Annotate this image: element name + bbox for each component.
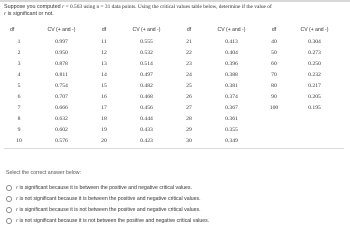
header-cv: CV (+ and -) <box>47 27 76 33</box>
df-cell <box>259 136 289 147</box>
cv-cell: 0.367 <box>225 105 238 112</box>
df-cell: 100 <box>269 105 279 112</box>
cv-cell: 0.555 <box>140 38 153 45</box>
cv-cell: 0.576 <box>55 138 68 145</box>
question-text <box>4 4 342 19</box>
df-cell: 12 <box>101 49 107 56</box>
df-cell: 28 <box>186 116 192 123</box>
df-cell <box>259 125 289 136</box>
radio-button[interactable] <box>6 218 12 224</box>
option-label <box>16 218 209 224</box>
df-cell: 8 <box>17 116 21 123</box>
header-df: df <box>186 27 192 33</box>
cv-cell: 0.444 <box>140 116 153 123</box>
table-row <box>4 125 340 136</box>
r-variable: r <box>16 206 19 213</box>
cv-cell: 0.754 <box>55 82 68 89</box>
answer-options <box>6 182 344 226</box>
header-df: df <box>10 27 15 33</box>
cv-cell: 0.388 <box>225 71 238 78</box>
header-df: df <box>101 27 107 33</box>
option-text: is significant because it is not between the positive and negative critical values. <box>18 206 201 213</box>
df-cell: 11 <box>101 38 107 45</box>
table-row <box>4 114 340 125</box>
table-row <box>4 69 340 80</box>
table-row <box>4 58 340 69</box>
cv-cell: 0.423 <box>140 138 153 145</box>
df-cell: 14 <box>101 71 107 78</box>
cv-cell: 0.456 <box>140 105 153 112</box>
df-cell <box>259 114 289 125</box>
cv-cell: 0.374 <box>225 94 238 101</box>
cv-cell: 0.707 <box>55 94 68 101</box>
cv-cell <box>289 136 340 147</box>
df-cell: 20 <box>101 138 107 145</box>
cv-cell: 0.482 <box>140 82 153 89</box>
df-cell: 50 <box>271 49 277 56</box>
df-cell: 3 <box>17 60 21 67</box>
cv-cell: 0.602 <box>55 127 68 134</box>
cv-cell: 0.205 <box>308 94 321 101</box>
option-text: is not significant because it is not between the positive and negative critical values. <box>18 217 210 224</box>
df-cell: 21 <box>186 38 192 45</box>
table-row <box>4 136 340 147</box>
cv-cell: 0.361 <box>225 116 238 123</box>
header-df: df <box>271 27 277 33</box>
option-label <box>16 196 201 202</box>
df-cell: 27 <box>186 105 192 112</box>
df-cell: 26 <box>186 94 192 101</box>
df-cell: 22 <box>186 49 192 56</box>
r-variable: r <box>16 217 19 224</box>
critical-values-table <box>4 24 340 147</box>
cv-cell: 0.666 <box>55 105 68 112</box>
cv-cell: 0.232 <box>308 71 321 78</box>
cv-cell: 0.514 <box>140 60 153 67</box>
question-part1: Suppose you computed <box>4 4 63 10</box>
question-equation: = 0.563 using n = 31 data points. Using the critical values table below, determine if the value of <box>64 4 272 10</box>
table-row <box>4 80 340 91</box>
df-cell: 40 <box>271 38 277 45</box>
section-divider <box>4 148 344 149</box>
cv-cell: 0.250 <box>308 60 321 67</box>
df-cell: 23 <box>186 60 192 67</box>
header-cv: CV (+ and -) <box>132 27 161 33</box>
cv-cell: 0.355 <box>225 127 238 134</box>
question-part2: is significant or not. <box>6 11 54 18</box>
df-cell: 13 <box>101 60 107 67</box>
cv-cell: 0.997 <box>55 38 68 45</box>
table-header-row <box>4 24 340 36</box>
header-cv: CV (+ and -) <box>300 27 329 33</box>
cv-cell: 0.304 <box>308 38 321 45</box>
cv-cell: 0.811 <box>55 71 68 78</box>
answer-option-4[interactable] <box>6 215 344 226</box>
df-cell: 60 <box>271 60 277 67</box>
cv-cell: 0.217 <box>308 82 321 89</box>
cv-cell <box>289 125 340 136</box>
df-cell: 10 <box>16 138 22 145</box>
r-variable: r <box>16 184 19 191</box>
df-cell: 24 <box>186 71 192 78</box>
option-label <box>16 185 192 191</box>
radio-button[interactable] <box>6 207 12 213</box>
cv-cell: 0.195 <box>308 105 321 112</box>
df-cell: 2 <box>17 49 21 56</box>
df-cell: 16 <box>101 94 107 101</box>
cv-cell: 0.950 <box>55 49 68 56</box>
df-cell: 1 <box>17 38 21 45</box>
table-row <box>4 103 340 114</box>
df-cell: 90 <box>271 94 277 101</box>
table-row <box>4 36 340 47</box>
df-cell: 17 <box>101 105 107 112</box>
df-cell: 30 <box>186 138 192 145</box>
radio-button[interactable] <box>6 185 12 191</box>
cv-cell: 0.396 <box>225 60 238 67</box>
cv-cell: 0.381 <box>225 82 238 89</box>
cv-cell: 0.532 <box>140 49 153 56</box>
answer-option-2[interactable] <box>6 193 344 204</box>
header-cv: CV (+ and -) <box>217 27 246 33</box>
df-cell: 7 <box>17 105 21 112</box>
cv-cell: 0.273 <box>308 49 321 56</box>
cv-cell: 0.433 <box>140 127 153 134</box>
df-cell: 6 <box>17 94 21 101</box>
r-variable: r <box>62 4 65 10</box>
df-cell: 70 <box>271 71 277 78</box>
cv-cell: 0.404 <box>225 49 238 56</box>
top-border <box>0 0 350 2</box>
answer-option-1[interactable] <box>6 182 344 193</box>
cv-cell: 0.878 <box>55 60 68 67</box>
answer-prompt: Select the correct answer below: <box>6 170 81 176</box>
answer-option-3[interactable] <box>6 204 344 215</box>
df-cell: 18 <box>101 116 107 123</box>
df-cell: 4 <box>17 71 21 78</box>
cv-cell: 0.349 <box>225 138 238 145</box>
cv-cell: 0.468 <box>140 94 153 101</box>
option-text: is not significant because it is between the positive and negative critical values. <box>18 195 201 202</box>
r-variable: r <box>4 11 7 18</box>
cv-cell: 0.497 <box>140 71 153 78</box>
df-cell: 15 <box>101 82 107 89</box>
df-cell: 19 <box>101 127 107 134</box>
radio-button[interactable] <box>6 196 12 202</box>
cv-cell: 0.632 <box>55 116 68 123</box>
r-variable: r <box>16 195 19 202</box>
table-row <box>4 47 340 58</box>
df-cell: 5 <box>17 82 21 89</box>
df-cell: 25 <box>186 82 192 89</box>
table-row <box>4 91 340 102</box>
option-text: is significant because it is between the positive and negative critical values. <box>18 184 192 191</box>
cv-cell <box>289 114 340 125</box>
df-cell: 9 <box>17 127 21 134</box>
df-cell: 29 <box>186 127 192 134</box>
option-label <box>16 207 201 213</box>
df-cell: 80 <box>271 82 277 89</box>
cv-cell: 0.413 <box>225 38 238 45</box>
